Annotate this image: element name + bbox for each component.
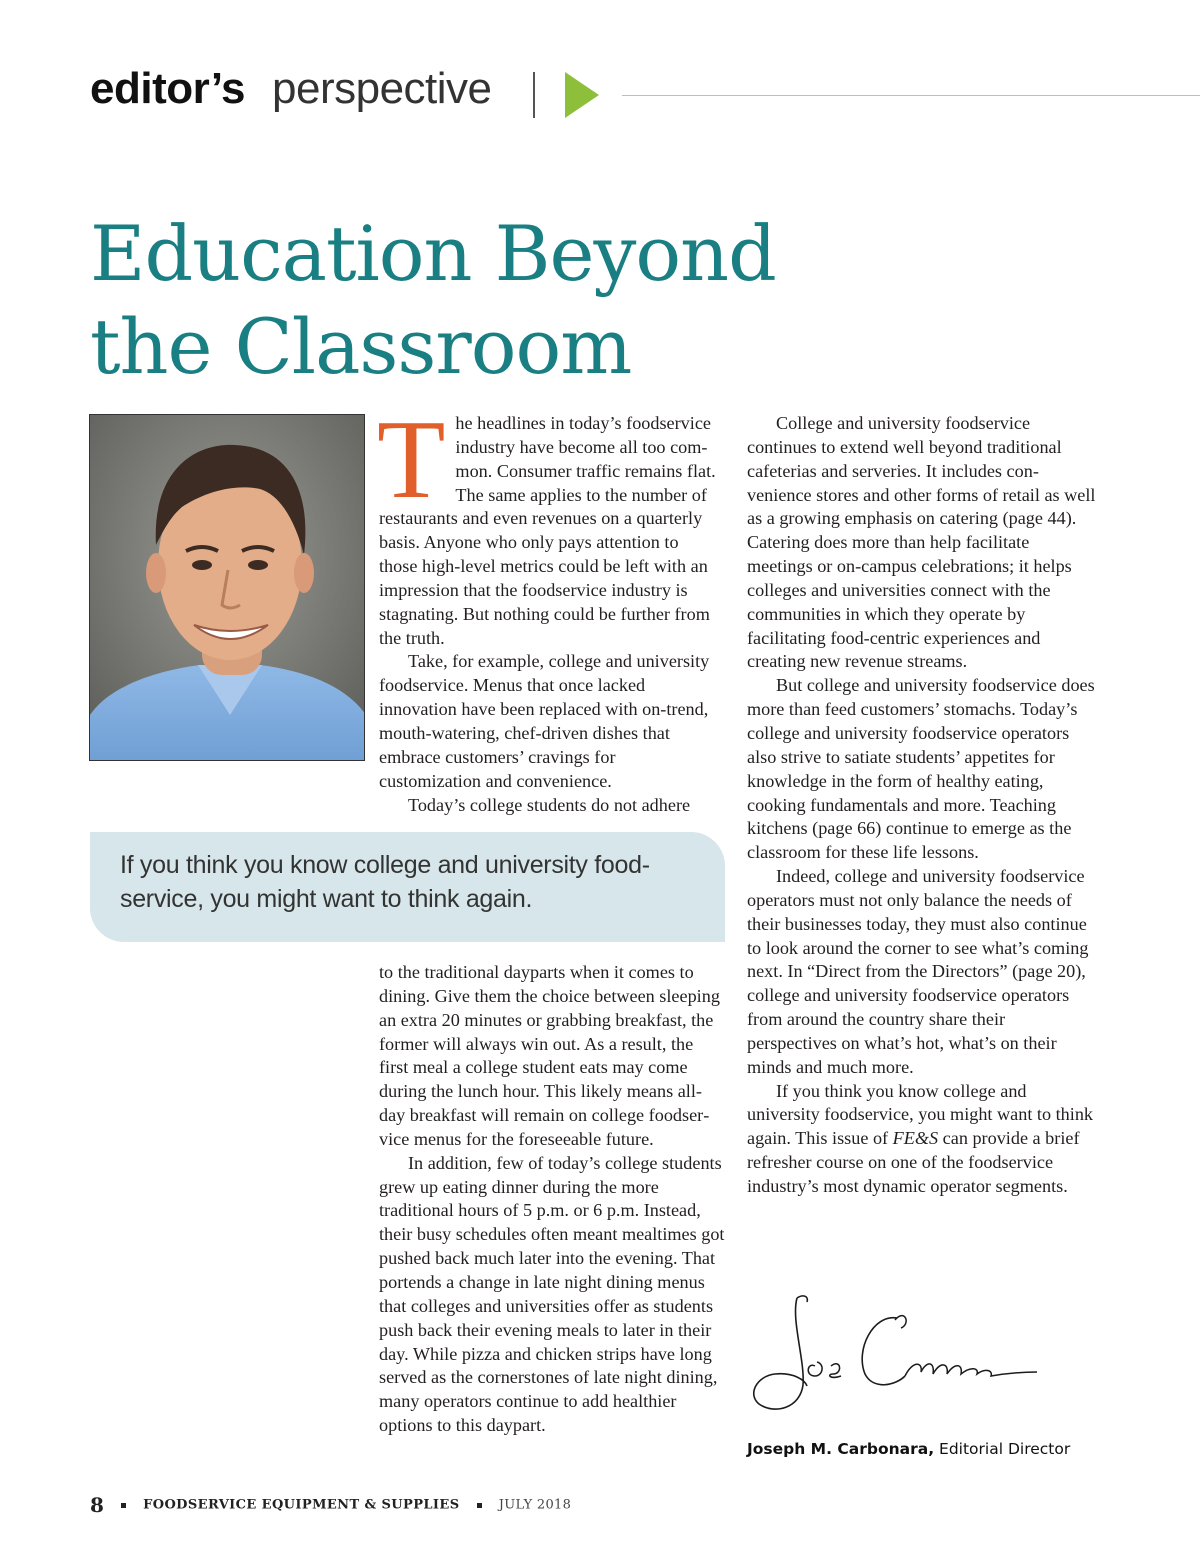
issue-date: JULY 2018 xyxy=(498,1497,572,1513)
paragraph-1-text: he headlines in today’s foodservice industry have become all too common. Consumer traffic remains flat. The same applies to the number of restaurants and even revenues on a quarterly basis. Anyone who only pays attention to those high-level metrics could be left with an impression that the foodservice industry is stagnating. But nothing could be further from the truth. xyxy=(379,413,716,648)
paragraph-5: College and university foodservice continues to extend well beyond traditional cafeterias and serveries. It includes convenience stores and other forms of retail as well as a growing emphasis on catering (page 44). Catering does more than help facilitate meetings or on-campus celebrations; it helps colleges and universities connect with the communities in which they operate by facilitating food-centric experiences and creating new revenue streams. xyxy=(747,413,1096,672)
paragraph-6: But college and university foodservice does more than feed customers’ stomachs. Today’s college and university foodservice operators also strive to satiate students’ appetites for knowledge in the form of healthy eating, cooking fundamentals and more. Teaching kitchens (page 66) continue to emerge as the classroom for these life lessons. xyxy=(747,675,1095,863)
section-label-light: perspective xyxy=(272,64,492,113)
paragraph-4: In addition, few of today’s college students grew up eating dinner during the more traditional hours of 5 p.m. or 6 p.m. Instead, their busy schedules often meant mealtimes got pushed back much later into the evening. That portends a change in late night dining menus that colleges and universities offer as students push back their evening meals to later in their day. While pizza and chicken strips have long served as the cornerstones of late night dining, many operators continue to add healthier options to this daypart. xyxy=(379,1152,725,1436)
drop-cap: T xyxy=(377,398,446,522)
section-header xyxy=(90,62,1200,126)
pull-quote-text: If you think you know college and university foodservice, you might want to think again. xyxy=(120,851,651,913)
paragraph-8-part-b: can provide a brief refresher course on one of the foodservice industry’s most dynamic operator segments. xyxy=(747,1128,1080,1196)
pull-quote-box xyxy=(90,832,725,942)
title-line-2: the Classroom xyxy=(90,301,632,391)
byline xyxy=(747,1440,1070,1458)
page-footer xyxy=(90,1493,571,1517)
portrait-illustration xyxy=(90,415,365,761)
paragraph-7: Indeed, college and university foodservice operators must not only balance the needs of their businesses today, they must also continue to look around the corner to see what’s coming next. In “Direct from the Directors” (page 20), college and university foodservice operators from around the country share their perspectives on what’s hot, what’s on their minds and much more. xyxy=(747,866,1089,1077)
paragraph-8 xyxy=(747,1080,1097,1199)
article-column-1-top xyxy=(377,398,721,817)
header-divider xyxy=(533,72,535,118)
paragraph-3-start: Today’s college students do not adhere xyxy=(408,794,691,815)
author-role: Editorial Director xyxy=(934,1440,1071,1458)
publication-abbrev: FE&S xyxy=(892,1128,939,1149)
section-label-bold: editor’s xyxy=(90,64,245,113)
title-line-1: Education Beyond xyxy=(90,209,776,298)
publication-name: FOODSERVICE EQUIPMENT & SUPPLIES xyxy=(143,1497,460,1513)
paragraph-2: Take, for example, college and university foodservice. Menus that once lacked innovation have been replaced with on-trend, mouth-watering, chef-driven dishes that embrace customers’ cravings for customization and convenience. xyxy=(379,651,710,791)
header-rule xyxy=(622,95,1200,96)
play-arrow-icon xyxy=(565,72,599,118)
author-name: Joseph M. Carbonara, xyxy=(747,1440,935,1458)
article-column-2 xyxy=(747,412,1097,1199)
article-column-1-bottom xyxy=(379,961,727,1438)
footer-bullet xyxy=(477,1503,482,1508)
handwritten-signature xyxy=(745,1290,1045,1420)
article-title xyxy=(90,208,910,393)
paragraph-3-continued: to the traditional dayparts when it comes to dining. Give them the choice between sleeping an extra 20 minutes or grabbing breakfast, the former will always win out. As a result, the first meal a college student eats may come during the lunch hour. This likely means all-day breakfast will remain on college foodservice menus for the foreseeable future. xyxy=(379,962,720,1149)
footer-bullet xyxy=(121,1503,126,1508)
page-number: 8 xyxy=(90,1493,104,1517)
author-photo xyxy=(89,414,365,761)
paragraph-8-part-a: If you think you know college and university foodservice, you might want to think again. This issue of xyxy=(747,1080,1094,1149)
paragraph-1 xyxy=(377,398,721,650)
